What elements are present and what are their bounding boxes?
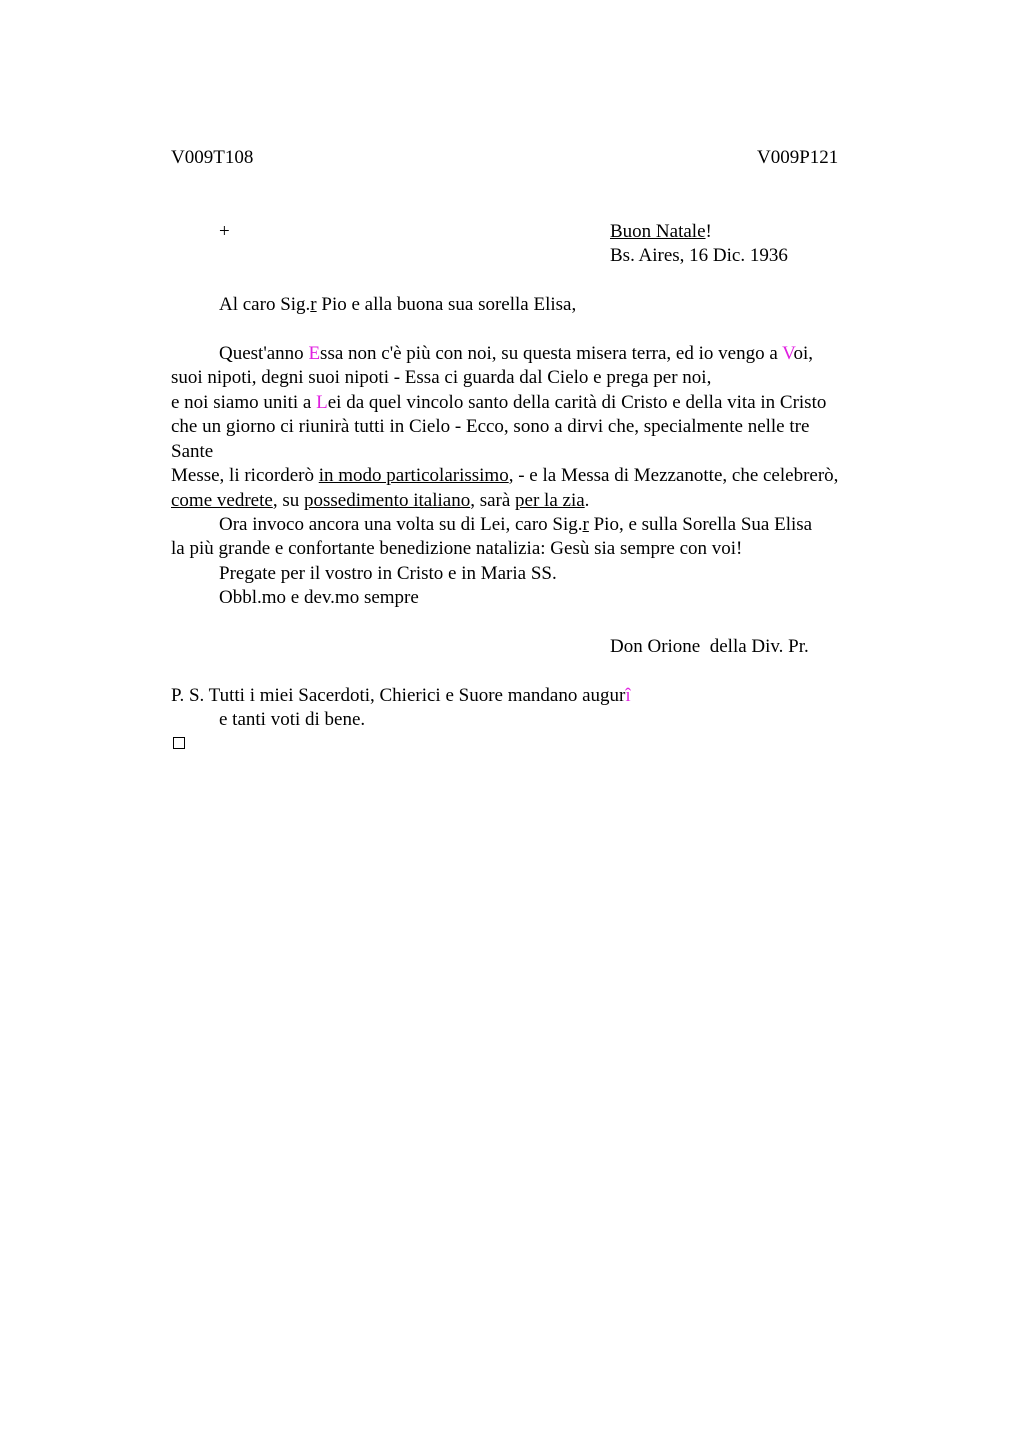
text-span: Pio, e sulla Sorella Sua Elisa [588, 514, 813, 535]
greeting-exclamation: ! [705, 221, 712, 242]
cross-mark: + [219, 221, 230, 242]
text-span: . [584, 490, 590, 511]
text-span: Ora invoco ancora una volta su di Lei, caro Sig. [219, 514, 583, 535]
para2-line2: la più grande e confortante benedizione natalizia: Gesù sia sempre con voi! [171, 538, 743, 559]
text-span: , - e la Messa di Mezzanotte, che celebrerò, [508, 465, 839, 486]
underlined-abbr: r [582, 514, 589, 535]
text-span: Messe, li ricorderò [171, 465, 319, 486]
para1-line1 [219, 342, 813, 366]
closing-line2: Obbl.mo e dev.mo sempre [219, 587, 419, 608]
greeting-underlined: Buon Natale [610, 221, 706, 242]
text-span: ssa non c'è più con noi, su questa misera terra, ed io vengo a [320, 343, 783, 364]
salutation-prefix: Al caro Sig. [219, 294, 311, 315]
text-span: e noi siamo uniti a [171, 392, 317, 413]
highlight-letter: î [625, 685, 631, 706]
text-span: Quest'anno [219, 343, 309, 364]
underlined-phrase: per la zia [515, 490, 585, 511]
para1-line3 [171, 391, 826, 415]
para2-line1 [219, 513, 812, 537]
underlined-phrase: come vedrete [171, 490, 273, 511]
highlight-letter: L [316, 392, 328, 413]
underlined-phrase: possedimento italiano [303, 490, 471, 511]
text-span: P. S. Tutti i miei Sacerdoti, Chierici e Suore mandano augur [171, 685, 626, 706]
end-square-marker [173, 737, 185, 749]
text-span: , su [272, 490, 304, 511]
text-span: ei da quel vincolo santo della carità di Cristo e della vita in Cristo [327, 392, 827, 413]
para1-line5: Sante [171, 441, 214, 462]
salutation-rest: Pio e alla buona sua sorella Elisa, [316, 294, 577, 315]
underlined-phrase: in modo particolarissimo [318, 465, 509, 486]
greeting [610, 220, 712, 244]
text-span: , sarà [470, 490, 516, 511]
highlight-letter: V [782, 343, 794, 364]
para1-line7 [171, 489, 589, 513]
document-code-left: V009T108 [171, 147, 254, 168]
place-date: Bs. Aires, 16 Dic. 1936 [610, 245, 788, 266]
highlight-letter: E [308, 343, 321, 364]
salutation [219, 293, 576, 317]
para1-line2: suoi nipoti, degni suoi nipoti - Essa ci guarda dal Cielo e prega per noi, [171, 367, 712, 388]
signature: Don Orione della Div. Pr. [610, 636, 809, 657]
para1-line4: che un giorno ci riunirà tutti in Cielo - Ecco, sono a dirvi che, specialmente nelle tre [171, 416, 810, 437]
postscript-line2: e tanti voti di bene. [219, 709, 366, 730]
document-code-right: V009P121 [757, 147, 839, 168]
closing-line1: Pregate per il vostro in Cristo e in Maria SS. [219, 563, 557, 584]
text-span: oi, [793, 343, 813, 364]
salutation-abbr: r [310, 294, 317, 315]
para1-line6 [171, 464, 838, 488]
postscript-line1 [171, 684, 631, 708]
